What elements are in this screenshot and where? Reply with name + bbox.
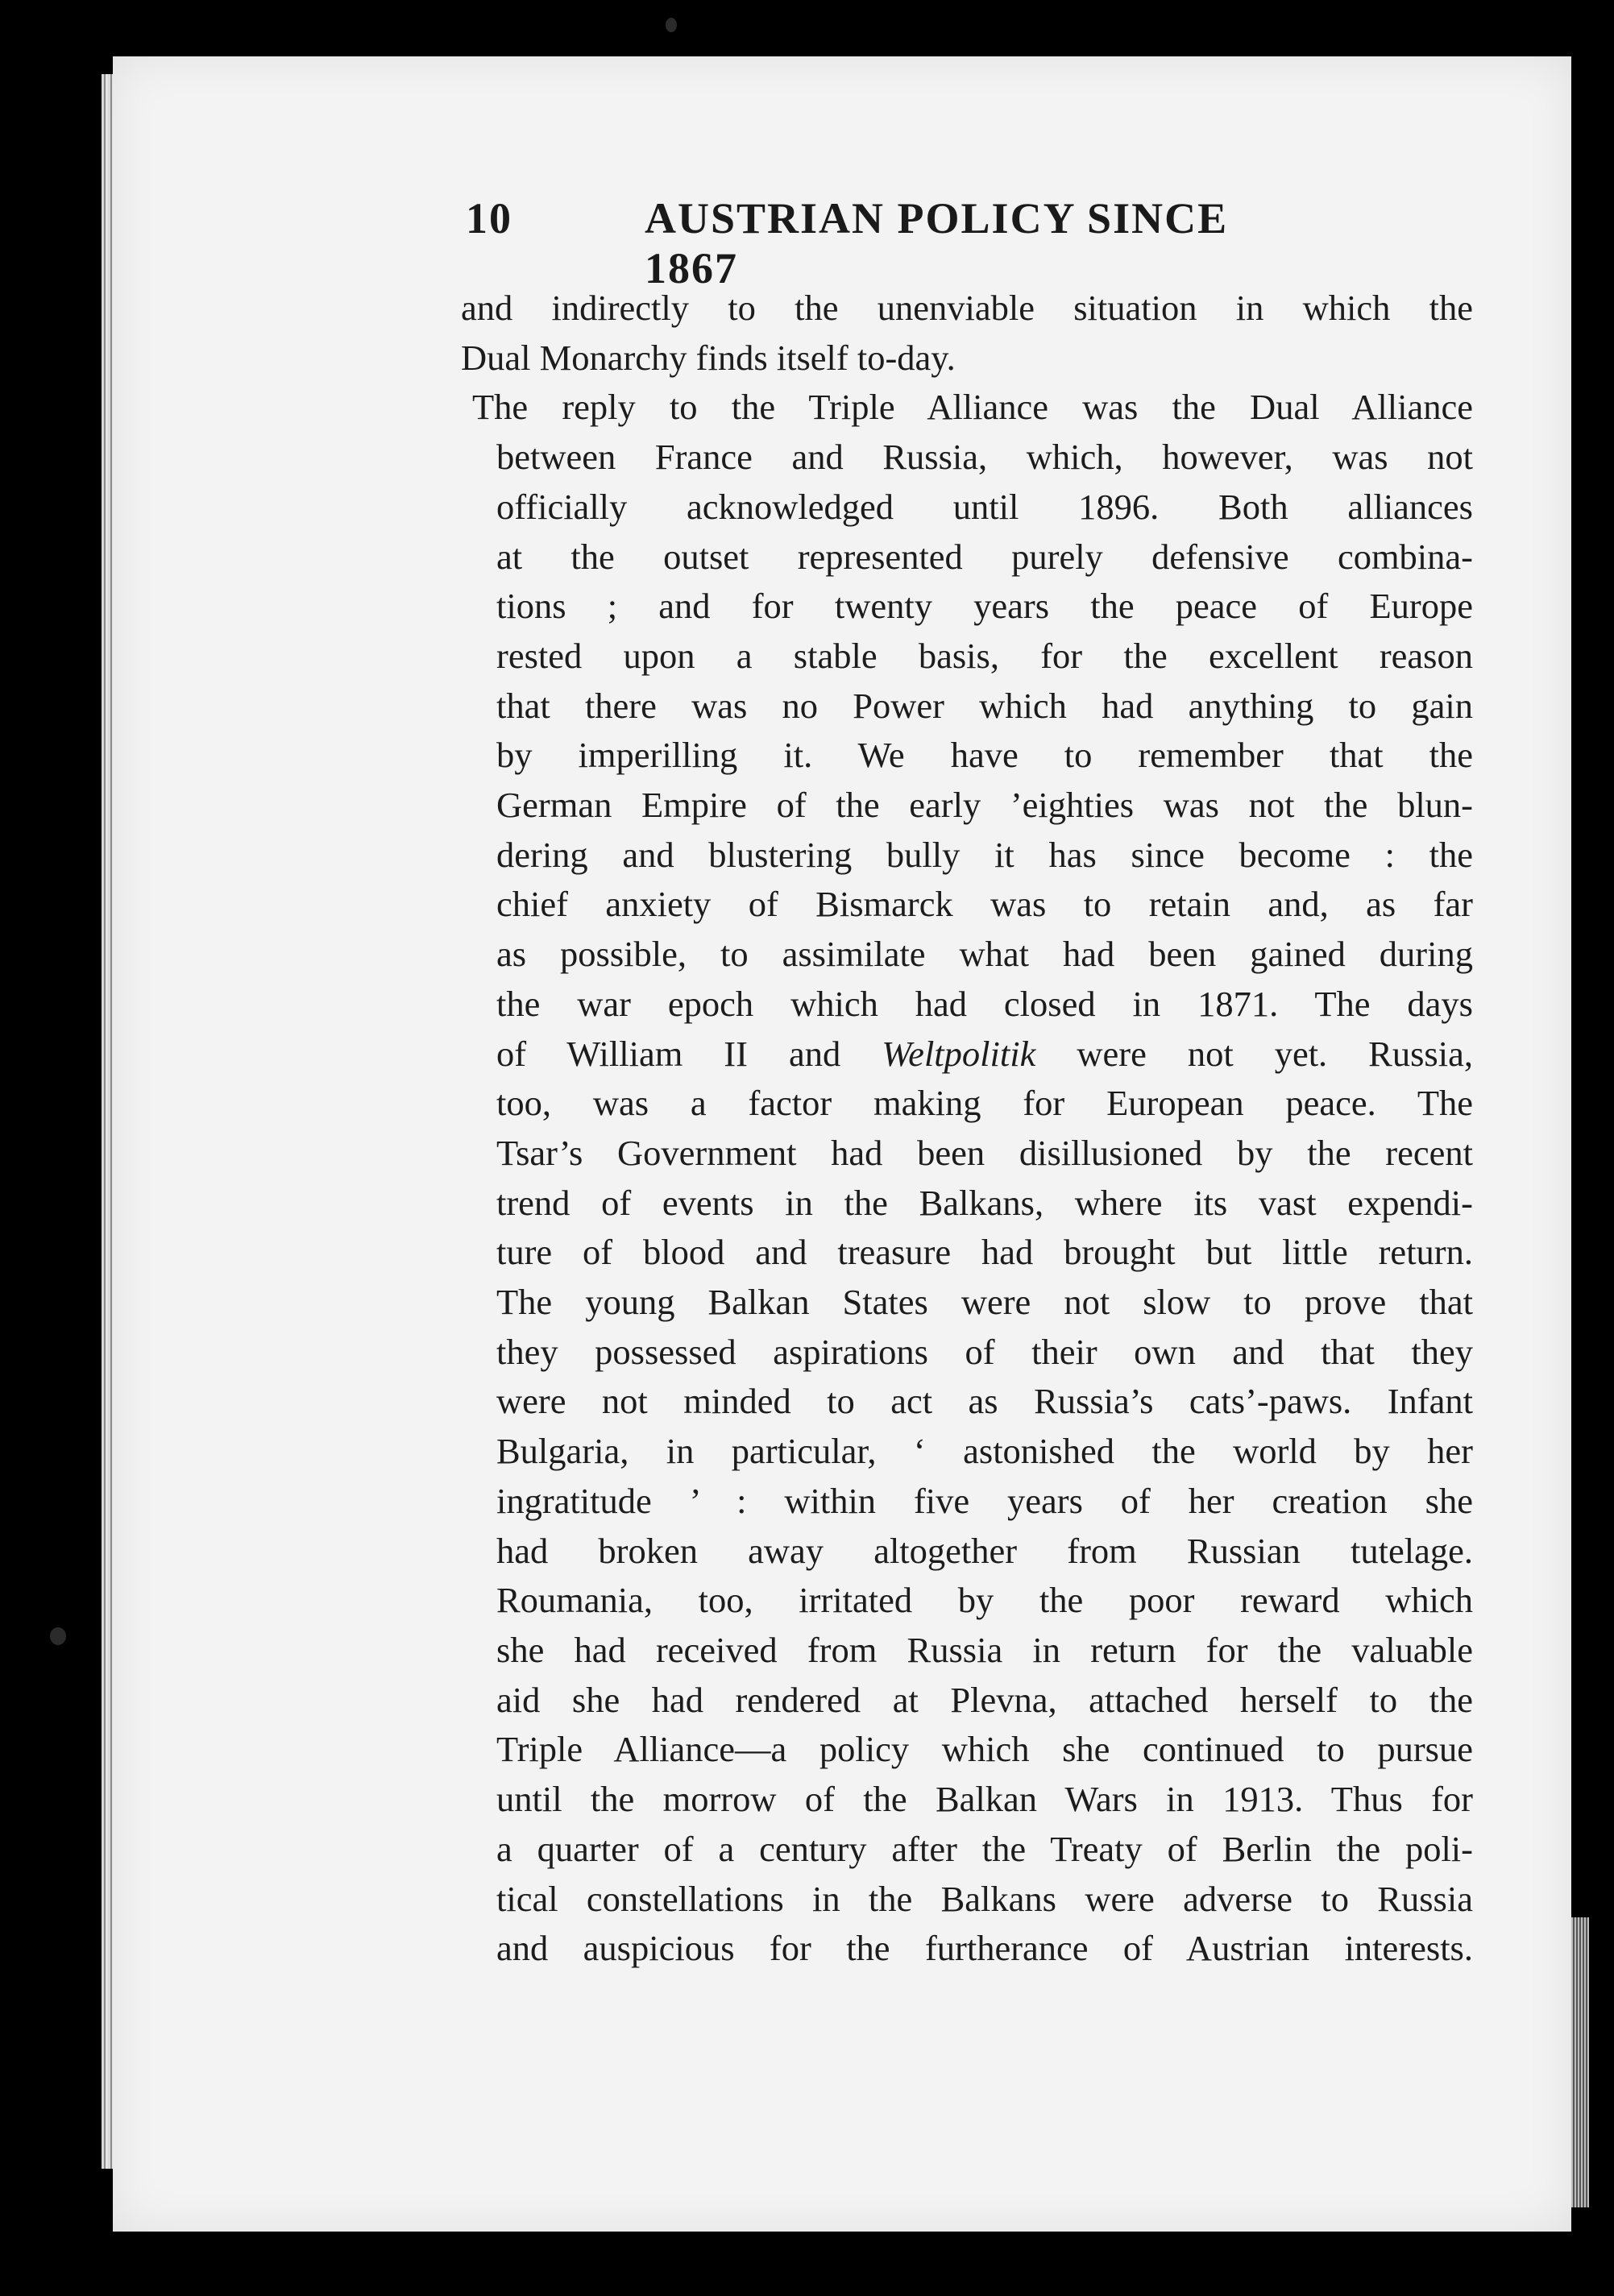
paragraph [461, 284, 1473, 383]
running-title: AUSTRIAN POLICY SINCE 1867 [645, 194, 1229, 292]
text-line: Bulgaria, in particular, ‘ astonished the world by her [496, 1431, 1473, 1472]
text-line: ingratitude ’ : within five years of her creation she [496, 1480, 1473, 1521]
text-line: she had received from Russia in return for the valuable [496, 1629, 1473, 1670]
text-line: they possessed aspirations of their own and that they [496, 1331, 1473, 1372]
text-line: Tsar’s Government had been disillusioned by the recent [496, 1132, 1473, 1173]
text-line: The young Balkan States were not slow to prove that [496, 1282, 1473, 1323]
text-line: German Empire of the early ’eighties was not the blun- [496, 785, 1473, 826]
page-stack-edge-right [1571, 1917, 1589, 2207]
text-line: officially acknowledged until 1896. Both alliances [496, 486, 1473, 527]
text-line: Triple Alliance—a policy which she continued to pursue [496, 1729, 1473, 1770]
text-line: of William II and Weltpolitik were not yet. Russia, [496, 1033, 1473, 1074]
text-line: aid she had rendered at Plevna, attached herself to the [496, 1679, 1473, 1720]
paragraph [461, 383, 1473, 1974]
text-line: had broken away altogether from Russian tutelage. [496, 1530, 1473, 1571]
scan-speck [666, 18, 677, 32]
text-line: and indirectly to the unenviable situation in which the [461, 288, 1473, 328]
text-line: the war epoch which had closed in 1871. The days [496, 983, 1473, 1024]
text-line: Dual Monarchy finds itself to-day. [461, 337, 956, 378]
text-line: at the outset represented purely defensive combina- [496, 536, 1473, 577]
text-line: by imperilling it. We have to remember that the [496, 735, 1473, 776]
text-line: a quarter of a century after the Treaty of Berlin the poli- [496, 1828, 1473, 1869]
text-line: between France and Russia, which, however, was not [496, 437, 1473, 478]
text-line: tical constellations in the Balkans were adverse to Russia [496, 1878, 1473, 1919]
text-line: trend of events in the Balkans, where its vast expendi- [496, 1182, 1473, 1223]
text-line: that there was no Power which had anything to gain [496, 685, 1473, 726]
scan-speck [50, 1627, 66, 1645]
page-number: 10 [466, 194, 512, 242]
body-text [461, 284, 1473, 1974]
text-line: tions ; and for twenty years the peace of Europe [496, 586, 1473, 627]
text-line: Roumania, too, irritated by the poor reward which [496, 1580, 1473, 1621]
text-line: too, was a factor making for European peace. The [496, 1083, 1473, 1124]
text-line: and auspicious for the furtherance of Austrian interests. [496, 1928, 1473, 1969]
page-header [466, 193, 1304, 292]
text-line: were not minded to act as Russia’s cats’-paws. Infant [496, 1381, 1473, 1422]
text-line: as possible, to assimilate what had been gained during [496, 934, 1473, 975]
text-line: until the morrow of the Balkan Wars in 1913. Thus for [496, 1779, 1473, 1820]
text-line: chief anxiety of Bismarck was to retain and, as far [496, 884, 1473, 925]
text-line: ture of blood and treasure had brought but little return. [496, 1232, 1473, 1273]
text-line: rested upon a stable basis, for the excellent reason [496, 635, 1473, 676]
italic-term: Weltpolitik [882, 1033, 1036, 1074]
text-line: The reply to the Triple Alliance was the Dual Alliance [472, 387, 1473, 428]
text-line: dering and blustering bully it has since become : the [496, 834, 1473, 875]
